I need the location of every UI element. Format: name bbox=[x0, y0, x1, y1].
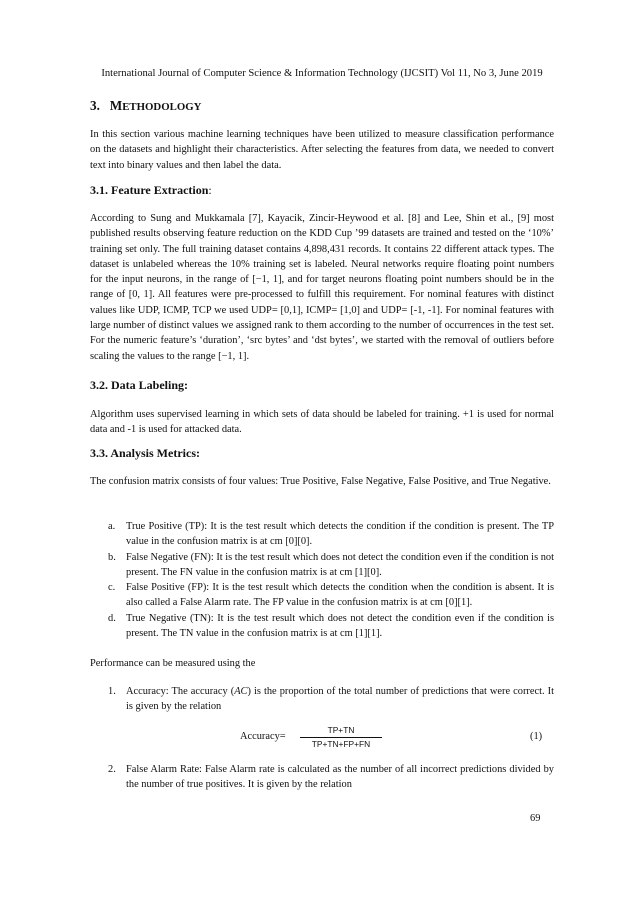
section-number: 3. bbox=[90, 98, 100, 113]
equation-label: Accuracy= bbox=[240, 731, 286, 742]
list-marker: 2. bbox=[108, 764, 116, 775]
section-title-first: M bbox=[109, 98, 123, 113]
journal-header: International Journal of Computer Science & Information Technology (IJCSIT) Vol 11, No 3, June 2019 bbox=[101, 68, 543, 79]
accuracy-text-pre: Accuracy: The accuracy ( bbox=[126, 686, 235, 697]
accuracy-abbrev: AC bbox=[234, 686, 248, 697]
subsection-heading: 3.1. Feature Extraction bbox=[90, 183, 209, 197]
list-marker: a. bbox=[108, 521, 116, 532]
false-alarm-text: False Alarm Rate: False Alarm rate is calculated as the number of all incorrect predictions divided by the number of true positives. It is given by the relation bbox=[126, 764, 554, 791]
list-marker: 1. bbox=[108, 686, 116, 697]
list-item bbox=[108, 611, 554, 642]
section-title bbox=[90, 98, 201, 114]
list-marker: b. bbox=[108, 551, 116, 563]
equation-numerator: TP+TN bbox=[327, 725, 355, 735]
page-number: 69 bbox=[530, 813, 541, 824]
list-marker: d. bbox=[108, 612, 116, 624]
list-item-text: False Positive (FP): It is the test result which detects the condition when the condition is absent. It is also called a False Alarm rate. The FP value in the confusion matrix is at cm [0][1]. bbox=[126, 582, 554, 609]
subsection-feature-extraction bbox=[90, 183, 212, 198]
subsection-colon: : bbox=[208, 183, 212, 197]
fraction-bar bbox=[300, 737, 382, 738]
list-item-text: True Positive (TP): It is the test result which detects the condition if the condition is present. The TP value in the confusion matrix is at cm [0][0]. bbox=[126, 521, 554, 548]
section-title-rest: ETHODOLOGY bbox=[122, 101, 202, 113]
false-alarm-item bbox=[108, 762, 554, 793]
equation-fraction bbox=[300, 725, 382, 750]
confusion-matrix-list bbox=[108, 519, 554, 641]
list-marker: c. bbox=[108, 582, 116, 594]
subsection-data-labeling: 3.2. Data Labeling: bbox=[90, 378, 189, 392]
analysis-metrics-paragraph: The confusion matrix consists of four values: True Positive, False Negative, False Positive, and True Negative. bbox=[90, 476, 551, 487]
intro-paragraph: In this section various machine learning techniques have been utilized to measure classification performance on the datasets and highlight their characteristics. After selecting the features from data, we needed to convert text into binary values and then label the data. bbox=[90, 129, 554, 171]
accuracy-text-post: ) is the proportion of the total number of predictions that were correct. It is given by the relation bbox=[126, 686, 555, 713]
list-item bbox=[108, 580, 554, 611]
list-item bbox=[108, 519, 554, 550]
feature-extraction-paragraph: According to Sung and Mukkamala [7], Kayacik, Zincir-Heywood et al. [8] and Lee, Shin et al., [9] most published results observing feature reduction on the KDD Cup ’99 datasets are trained and tested on the ‘10%’ training set only. The full training dataset contains 4,898,431 records. It contains 22 different attack types. The dataset is unlabeled whereas the 10% training set is labeled. Neural networks require floating point numbers for the input neurons, in the range of [−1, 1], and for target neurons floating point numbers should be in the range of [0, 1]. All features were pre-processed to fulfill this requirement. For nominal features with distinct values like UDP, ICMP, TCP we used UDP= [0,1], ICMP= [1,0] and UDP= [-1, -1]. For nominal features with large number of distinct values we assigned rank to them according to the number of occurrences in the test set. For the numeric feature’s ‘duration’, ‘src bytes’ and ‘dst bytes’, we started with the removal of outliers before scaling the values to the range [−1, 1]. bbox=[90, 213, 554, 362]
accuracy-item bbox=[108, 684, 554, 715]
subsection-analysis-metrics: 3.3. Analysis Metrics: bbox=[90, 446, 200, 460]
equation-number: (1) bbox=[530, 731, 543, 742]
performance-intro: Performance can be measured using the bbox=[90, 658, 256, 669]
data-labeling-paragraph: Algorithm uses supervised learning in which sets of data should be labeled for training. +1 is used for normal data and -1 is used for attacked data. bbox=[90, 409, 554, 436]
list-item-text: False Negative (FN): It is the test result which does not detect the condition even if the condition is not present. The FN value in the confusion matrix is at cm [1][0]. bbox=[126, 551, 554, 578]
equation-denominator: TP+TN+FP+FN bbox=[311, 739, 371, 749]
list-item bbox=[108, 550, 554, 581]
list-item-text: True Negative (TN): It is the test result which does not detect the condition even if the condition is present. The TN value in the confusion matrix is at cm [1][1]. bbox=[126, 612, 554, 640]
